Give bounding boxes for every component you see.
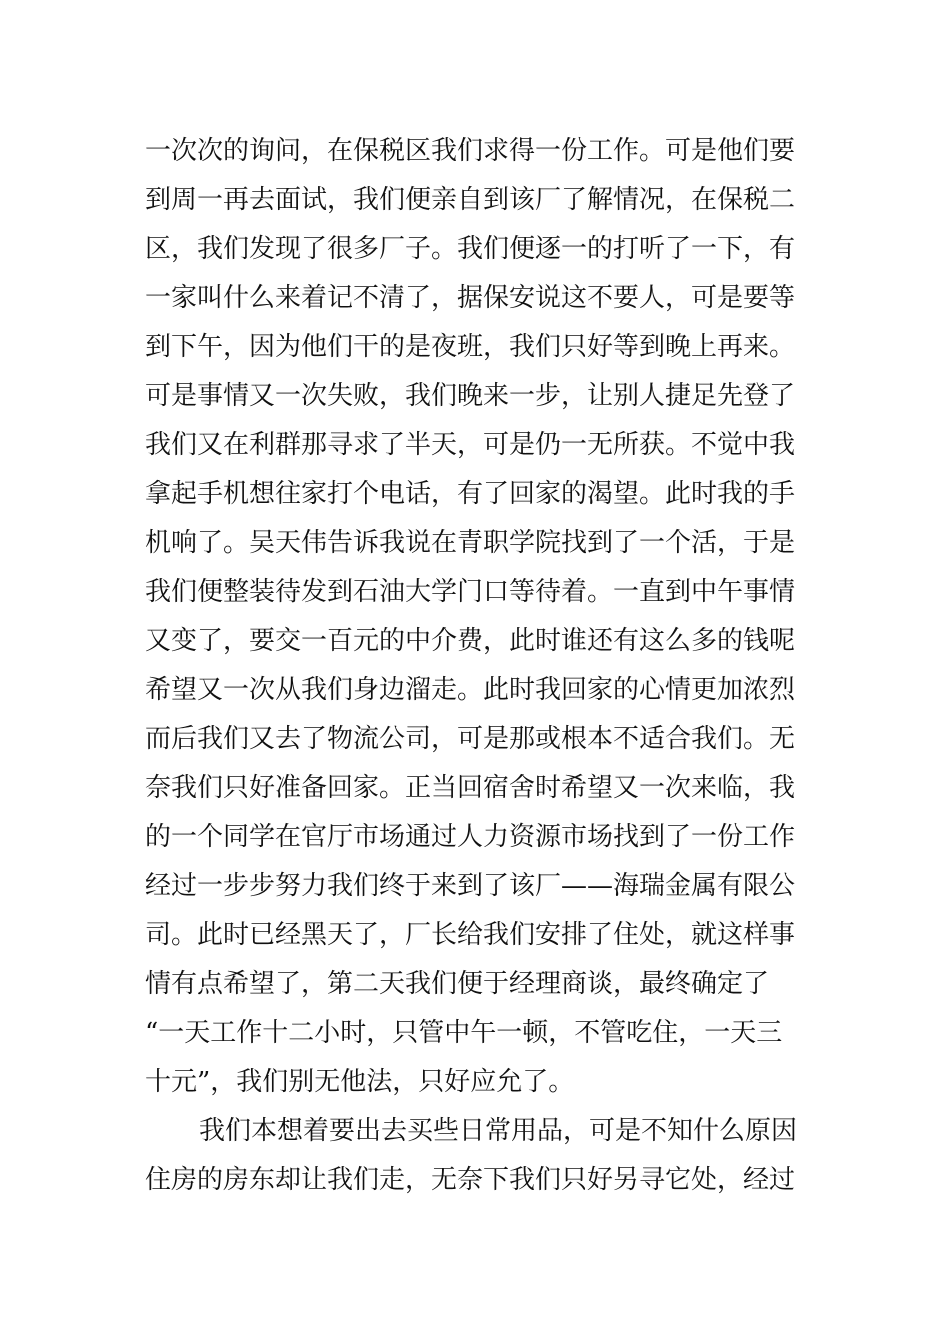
text-line: 又变了，要交一百元的中介费，此时谁还有这么多的钱呢 [145, 626, 796, 656]
text-line: “一天工作十二小时，只管中午一顿，不管吃住，一天三 [145, 1018, 783, 1048]
text-line: 到下午，因为他们干的是夜班，我们只好等到晚上再来。 [145, 332, 796, 362]
text-line: 我们便整装待发到石油大学门口等待着。一直到中午事情 [145, 577, 796, 607]
body-text [145, 127, 825, 1205]
text-line: 我们又在利群那寻求了半天，可是仍一无所获。不觉中我 [145, 430, 796, 460]
text-line: 一次次的询问，在保税区我们求得一份工作。可是他们要 [145, 136, 796, 166]
text-line: 希望又一次从我们身边溜走。此时我回家的心情更加浓烈 [145, 675, 796, 705]
text-line: 机响了。吴天伟告诉我说在青职学院找到了一个活，于是 [145, 528, 796, 558]
paragraph-start-line: 我们本想着要出去买些日常用品，可是不知什么原因 [199, 1116, 798, 1146]
text-line: 一家叫什么来着记不清了，据保安说这不要人，可是要等 [145, 283, 796, 313]
text-line: 奈我们只好准备回家。正当回宿舍时希望又一次来临，我 [145, 773, 796, 803]
text-line: 而后我们又去了物流公司，可是那或根本不适合我们。无 [145, 724, 796, 754]
text-line: 拿起手机想往家打个电话，有了回家的渴望。此时我的手 [145, 479, 796, 509]
text-line: 区，我们发现了很多厂子。我们便逐一的打听了一下，有 [145, 234, 796, 264]
text-line: 司。此时已经黑天了，厂长给我们安排了住处，就这样事 [145, 920, 796, 950]
text-line: 可是事情又一次失败，我们晚来一步，让别人捷足先登了 [145, 381, 796, 411]
text-line: 情有点希望了，第二天我们便于经理商谈，最终确定了 [145, 969, 770, 999]
text-line: 到周一再去面试，我们便亲自到该厂了解情况，在保税二 [145, 185, 796, 215]
text-line: 十元”，我们别无他法，只好应允了。 [145, 1067, 575, 1097]
text-line: 经过一步步努力我们终于来到了该厂——海瑞金属有限公 [145, 871, 796, 901]
text-line: 的一个同学在官厅市场通过人力资源市场找到了一份工作 [145, 822, 796, 852]
text-line: 住房的房东却让我们走，无奈下我们只好另寻它处，经过 [145, 1165, 796, 1195]
